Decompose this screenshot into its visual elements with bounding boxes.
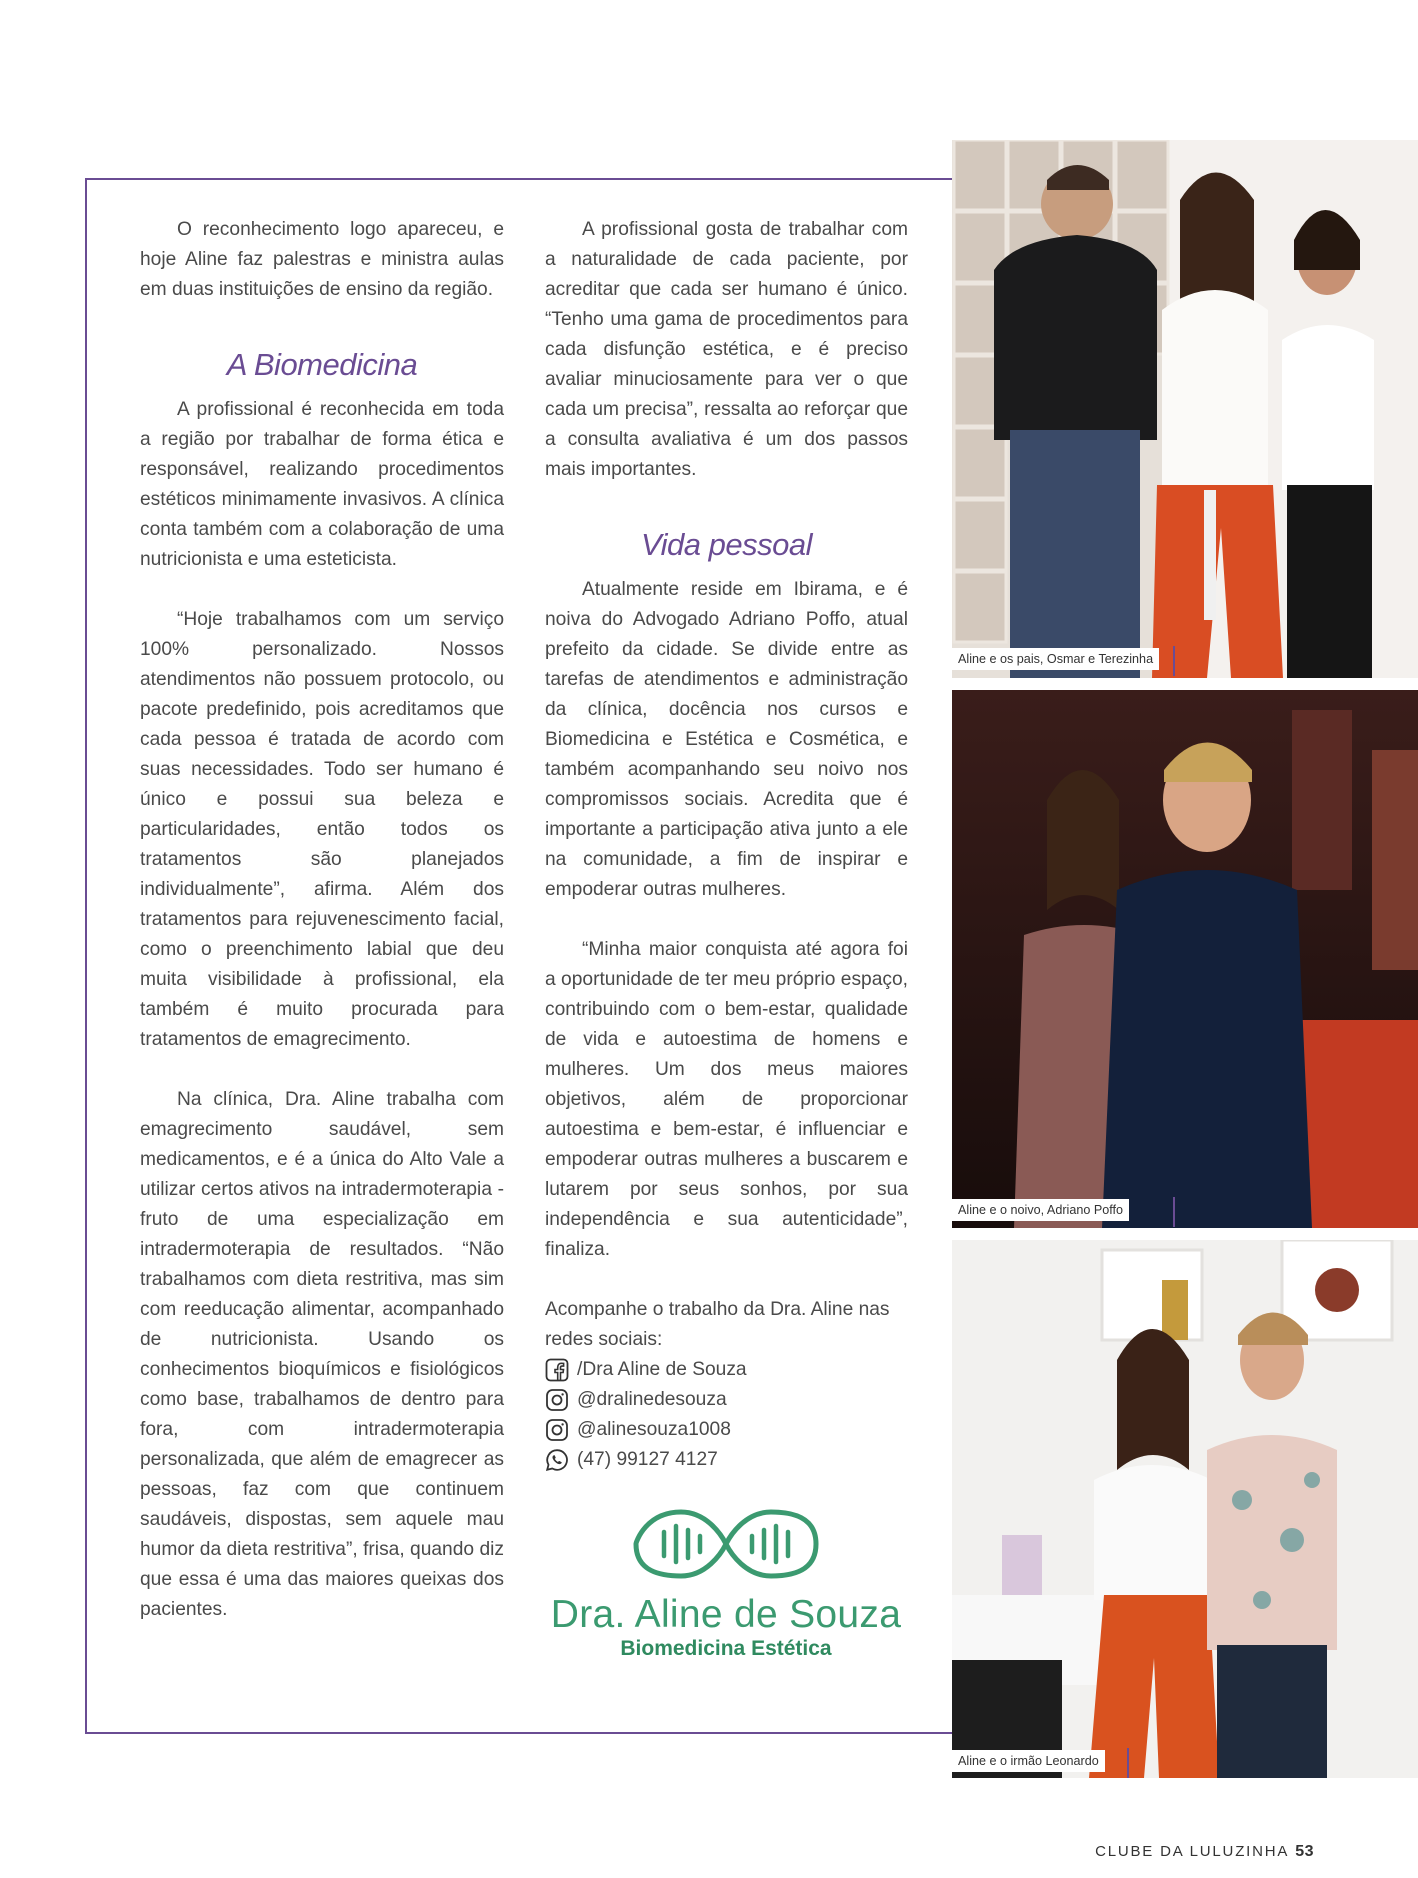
page-footer <box>1095 1843 1314 1861</box>
photo-family <box>952 140 1418 678</box>
left-column <box>140 215 504 1625</box>
caption-photo-couple: Aline e o noivo, Adriano Poffo <box>952 1199 1129 1221</box>
instagram-handle: @dralinedesouza <box>577 1389 727 1410</box>
caption-rule <box>1173 646 1175 676</box>
magazine-name: CLUBE DA LULUZINHA <box>1095 1843 1290 1860</box>
social-facebook[interactable] <box>545 1355 908 1385</box>
photo-brother <box>952 1240 1418 1778</box>
paragraph: “Hoje trabalhamos com um serviço 100% personalizado. Nossos atendimentos não possuem protocolo, ou pacote predefinido, pois acreditamos que cada pessoa é tratada de acordo com suas necessidades. Todo ser humano é único e possui sua beleza e particularidades, então todos os tratamentos são planejados individualmente”, afirma. Além dos tratamentos para rejuvenescimento facial, como o preenchimento labial que deu muita visibilidade à profissional, ela também é muito procurada para tratamentos de emagrecimento. <box>140 609 504 1050</box>
paragraph: Atualmente reside em Ibirama, e é noiva do Advogado Adriano Poffo, atual prefeito da cidade. Se divide entre as tarefas de atendimentos e administração da clínica, docência nos cursos e Biomedicina e Estética e Cosmética, e também acompanhando seu noivo nos compromissos sociais. Acredita que é importante a participação ativa junto a ele na comunidade, a fim de inspirar e empoderar outras mulheres. <box>545 579 908 900</box>
paragraph: Na clínica, Dra. Aline trabalha com emagrecimento saudável, sem medicamentos, e é a única do Alto Vale a utilizar certos ativos na intradermoterapia - fruto de uma especialização em intradermoterapia de resultados. “Não trabalhamos com dieta restritiva, mas sim com reeducação alimentar, acompanhado de nutricionista. Usando os conhecimentos bioquímicos e fisiológicos como base, trabalhamos de dentro para fora, com intradermoterapia personalizada, que além de emagrecer as pessoas, faz com que continuem saudáveis, dispostas, sem aquele mau humor da dieta restritiva”, frisa, quando diz que essa é uma das maiores queixas dos pacientes. <box>140 1089 504 1620</box>
paragraph: A profissional é reconhecida em toda a região por trabalhar de forma ética e responsável, realizando procedimentos estéticos minimamente invasivos. A clínica conta também com a colaboração de uma nutricionista e uma esteticista. <box>140 399 504 570</box>
logo-name: Dra. Aline de Souza <box>550 1593 902 1636</box>
instagram-icon <box>545 1388 569 1412</box>
caption-rule <box>1173 1197 1175 1227</box>
caption-photo-brother: Aline e o irmão Leonardo <box>952 1750 1105 1772</box>
facebook-icon <box>545 1358 569 1382</box>
infinity-dna-icon <box>626 1502 826 1584</box>
paragraph: A profissional gosta de trabalhar com a naturalidade de cada paciente, por acreditar que cada ser humano é único. “Tenho uma gama de procedimentos para cada disfunção estética, e é preciso avaliar minuciosamente para ver o que cada um precisa”, ressalta ao reforçar que a consulta avaliativa é um dos passos mais importantes. <box>545 219 908 480</box>
section-heading-vida-pessoal: Vida pessoal <box>641 527 812 562</box>
whatsapp-number: (47) 99127 4127 <box>577 1449 718 1470</box>
paragraph: O reconhecimento logo apareceu, e hoje Aline faz palestras e ministra aulas em duas instituições de ensino da região. <box>140 219 504 300</box>
page-number: 53 <box>1295 1843 1314 1860</box>
whatsapp-icon <box>545 1448 569 1472</box>
instagram-icon <box>545 1418 569 1442</box>
caption-rule <box>1127 1748 1129 1778</box>
social-whatsapp[interactable] <box>545 1445 908 1475</box>
facebook-handle: /Dra Aline de Souza <box>577 1359 747 1380</box>
paragraph: “Minha maior conquista até agora foi a oportunidade de ter meu próprio espaço, contribuindo com o bem-estar, qualidade de vida e autoestima de homens e mulheres. Um dos meus maiores objetivos, além de proporcionar autoestima e bem-estar, é influenciar e empoderar outras mulheres a buscarem e lutarem por seus sonhos, por sua independência e sua autenticidade”, finaliza. <box>545 939 908 1260</box>
section-heading-biomedicina: A Biomedicina <box>226 347 418 382</box>
social-instagram-2[interactable] <box>545 1415 908 1445</box>
social-intro: Acompanhe o trabalho da Dra. Aline nas redes sociais: <box>545 1299 890 1350</box>
logo-subtitle: Biomedicina Estética <box>620 1637 832 1660</box>
photo-couple <box>952 690 1418 1228</box>
social-instagram-1[interactable] <box>545 1385 908 1415</box>
clinic-logo <box>540 1502 912 1677</box>
instagram-handle: @alinesouza1008 <box>577 1419 731 1440</box>
caption-photo-family: Aline e os pais, Osmar e Terezinha <box>952 648 1159 670</box>
middle-column <box>545 215 908 1475</box>
